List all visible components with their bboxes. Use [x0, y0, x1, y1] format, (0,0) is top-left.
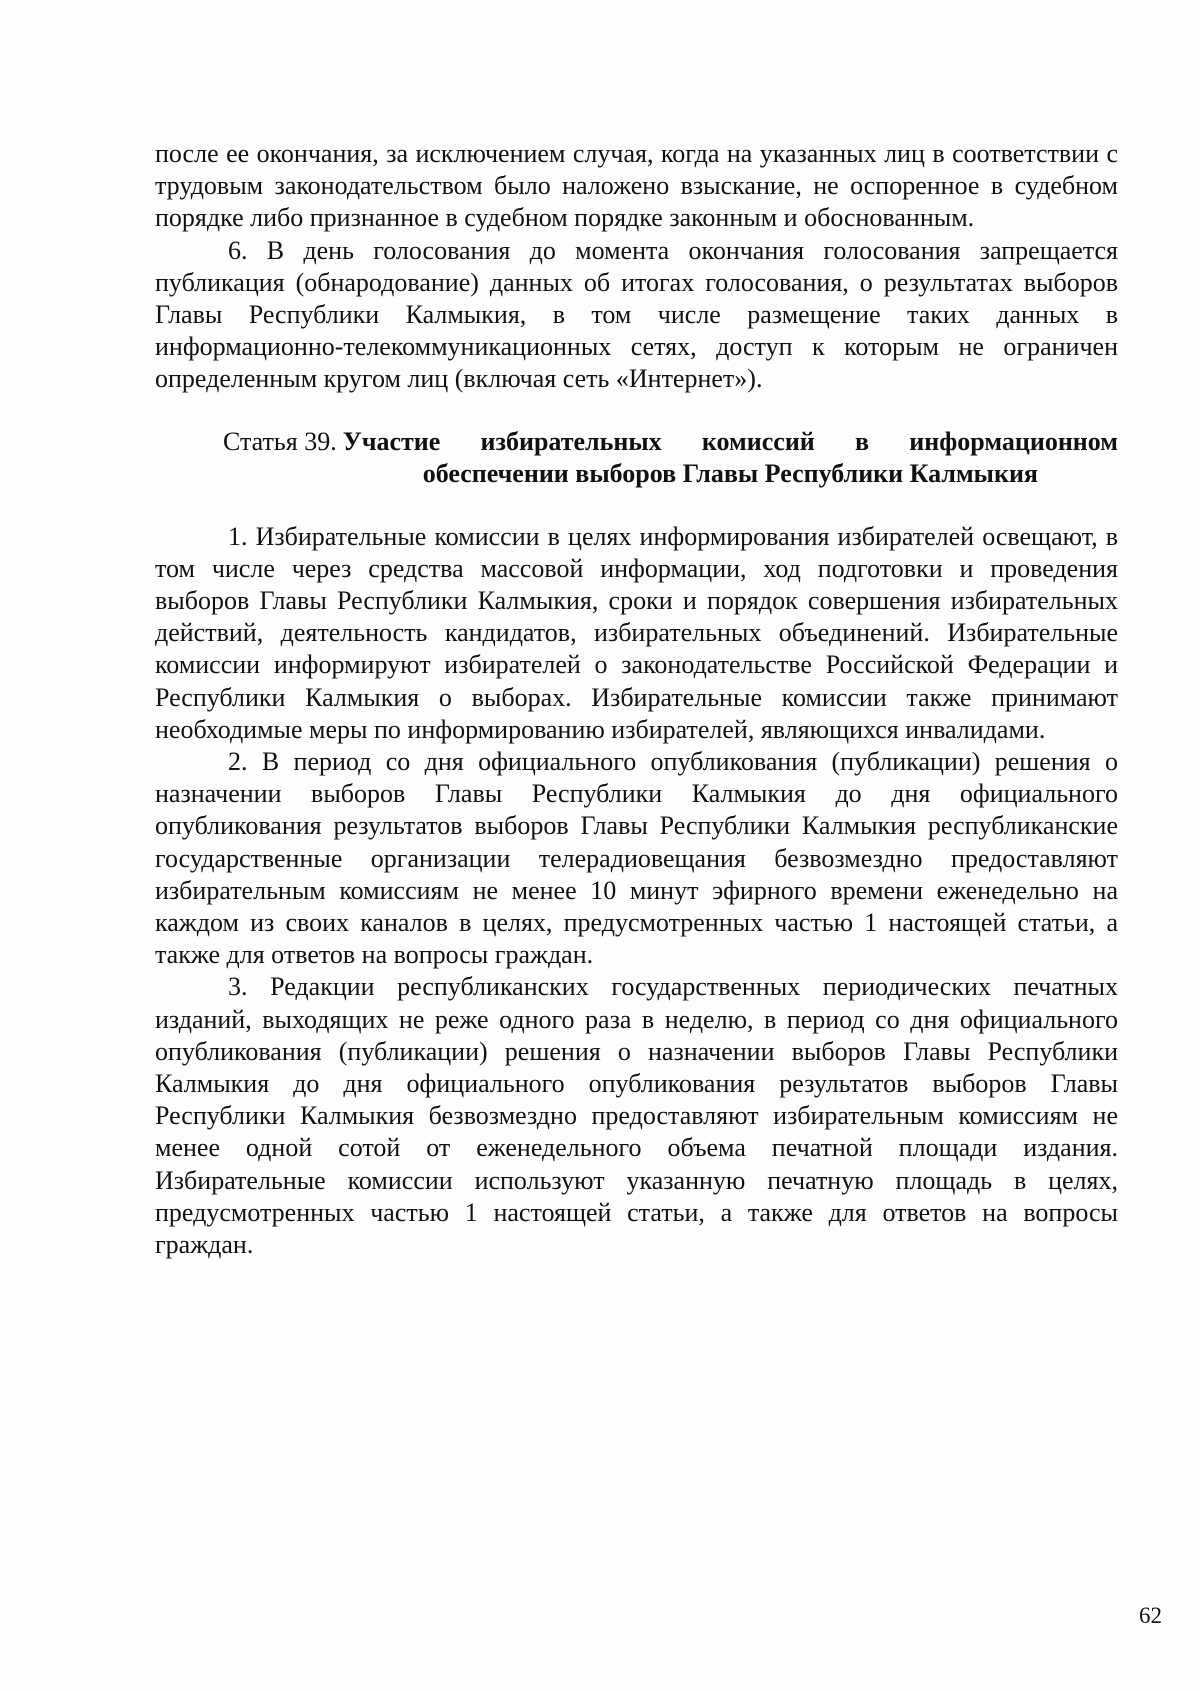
article-number: Статья 39.	[223, 426, 337, 456]
paragraph-continuation: после ее окончания, за исключением случая, когда на указанных лиц в соответствии с трудовым законодательством было наложено взыскание, не оспоренное в судебном порядке либо признанное в судебном порядке законным и обоснованным.	[155, 139, 1118, 233]
article-title: Участие избирательных комиссий в информационном обеспечении выборов Главы Республики Калмыкия	[342, 426, 1118, 489]
paragraph-item-2: 2. В период со дня официального опубликования (публикации) решения о назначении выборов Главы Республики Калмыкия до дня официального опубликования результатов выборов Главы Республики Калмыкия республиканские государственные организации телерадиовещания безвозмездно предоставляют избирательным комиссиям не менее 10 минут эфирного времени еженедельно на каждом из своих каналов в целях, предусмотренных частью 1 настоящей статьи, а также для ответов на вопросы граждан.	[155, 747, 1118, 970]
paragraph-item-3: 3. Редакции республиканских государственных периодических печатных изданий, выходящих не реже одного раза в неделю, в период со дня официального опубликования (публикации) решения о назначении выборов Главы Республики Калмыкия до дня официального опубликования результатов выборов Главы Республики Калмыкия безвозмездно предоставляют избирательным комиссиям не менее одной сотой от еженедельного объема печатной площади издания. Избирательные комиссии используют указанную печатную площадь в целях, предусмотренных частью 1 настоящей статьи, а также для ответов на вопросы граждан.	[155, 972, 1118, 1260]
page-number: 62	[1139, 1603, 1162, 1628]
paragraph-item-1: 1. Избирательные комиссии в целях информирования избирателей освещают, в том числе через средства массовой информации, ход подготовки и проведения выборов Главы Республики Калмыкия, сроки и порядок совершения избирательных действий, деятельность кандидатов, избирательных объединений. Избирательные комиссии информируют избирателей о законодательстве Российской Федерации и Республики Калмыкия о выборах. Избирательные комиссии также принимают необходимые меры по информированию избирателей, являющихся инвалидами.	[155, 521, 1118, 744]
paragraph-item-6: 6. В день голосования до момента окончания голосования запрещается публикация (обнародование) данных об итогах голосования, о результатах выборов Главы Республики Калмыкия, в том числе размещение таких данных в информационно-телекоммуникационных сетях, доступ к которым не ограничен определенным кругом лиц (включая сеть «Интернет»).	[155, 235, 1118, 394]
article-heading	[155, 426, 1118, 491]
document-body	[155, 138, 1118, 1261]
